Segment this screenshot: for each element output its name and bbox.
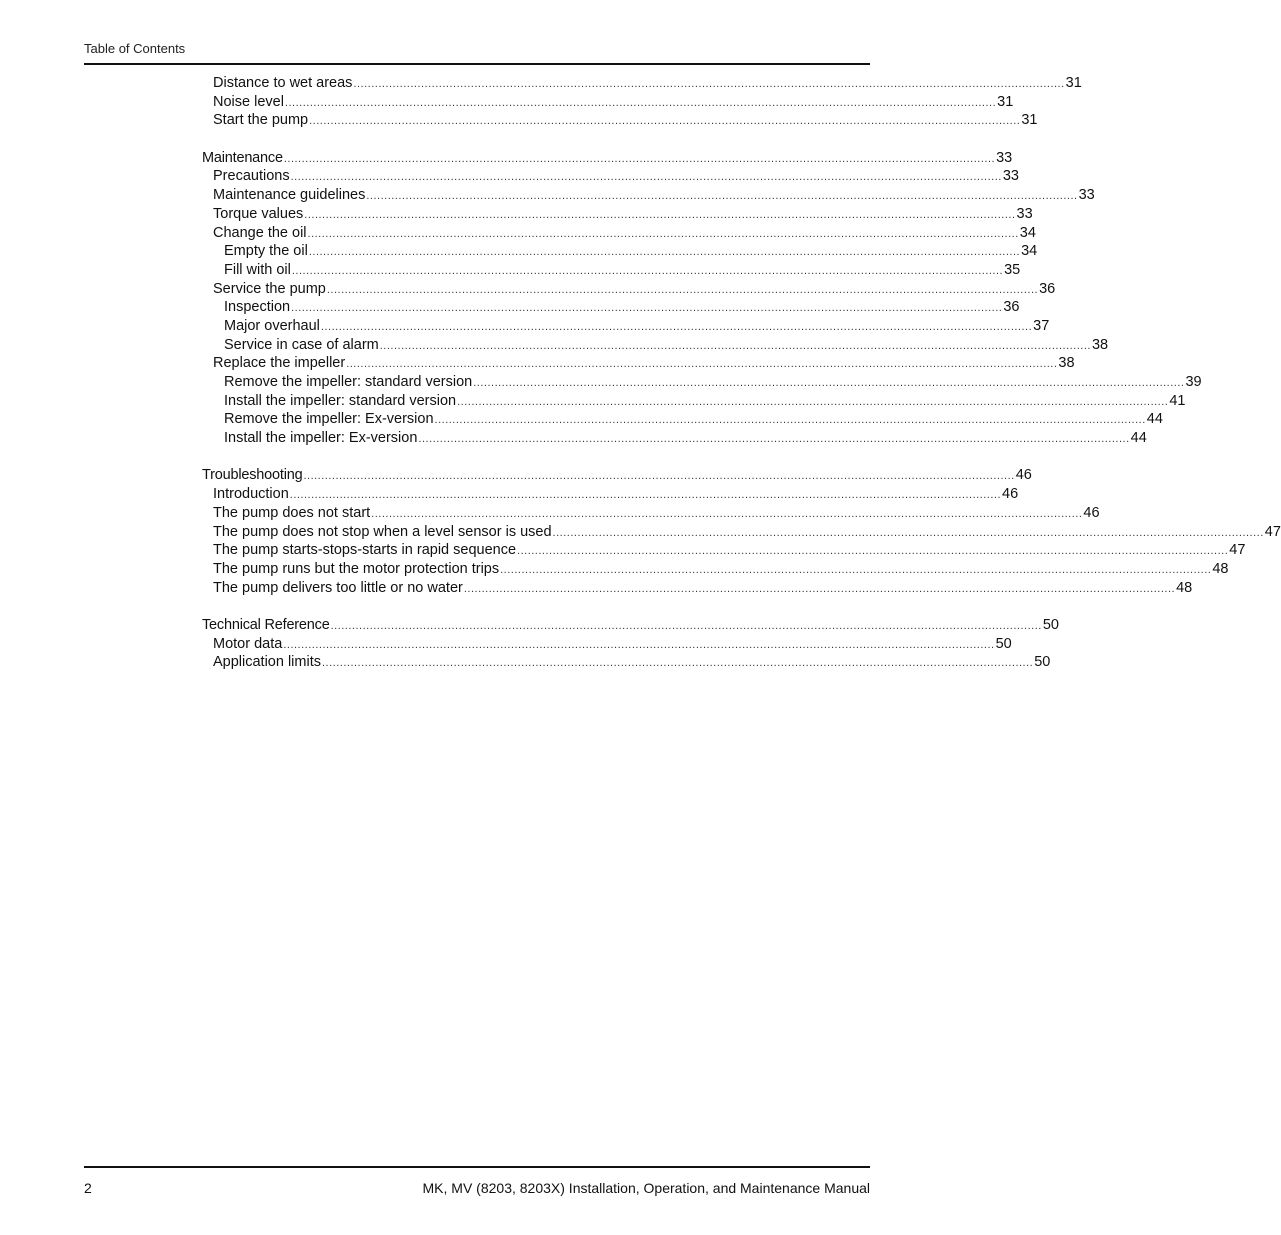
- toc-dot-leader: ........................................................................................................................................................................................................: [353, 78, 1065, 90]
- toc-dot-leader: ........................................................................................................................................................................................................: [283, 638, 995, 651]
- toc-entry[interactable]: [202, 354, 1075, 373]
- toc-entry[interactable]: [202, 111, 1038, 130]
- toc-entry-page: 44: [1130, 430, 1147, 447]
- toc-entry-label: The pump delivers too little or no water: [213, 579, 463, 596]
- toc-dot-leader: ........................................................................................................................................................................................................: [309, 115, 1021, 128]
- toc-entry[interactable]: [202, 74, 1082, 93]
- toc-entry[interactable]: [202, 93, 1014, 112]
- toc-dot-leader: ........................................................................................................................................................................................................: [308, 246, 1021, 259]
- toc-entry-page: 47: [1229, 542, 1246, 559]
- toc-entry[interactable]: [202, 485, 1019, 504]
- toc-entry-label: Torque values: [213, 205, 304, 222]
- toc-dot-leader: ........................................................................................................................................................................................................: [552, 526, 1264, 539]
- toc-entry-page: 33: [996, 149, 1013, 166]
- toc-entry[interactable]: [202, 541, 1246, 560]
- toc-entry[interactable]: [202, 373, 1202, 392]
- toc-entry-page: 48: [1212, 560, 1229, 577]
- toc-entry-page: 46: [1083, 504, 1100, 521]
- toc-dot-leader: ........................................................................................................................................................................................................: [289, 489, 1002, 502]
- toc-dot-leader: ........................................................................................................................................................................................................: [517, 545, 1229, 558]
- toc-entry-label: Technical Reference: [202, 616, 330, 633]
- toc-entry[interactable]: [202, 205, 1033, 224]
- toc-entry[interactable]: [202, 167, 1019, 186]
- toc-entry-page: 31: [1065, 75, 1082, 91]
- table-of-contents: [202, 74, 1281, 672]
- toc-section-entry[interactable]: [202, 149, 1013, 168]
- toc-entry-page: 44: [1146, 411, 1163, 428]
- toc-dot-leader: ........................................................................................................................................................................................................: [473, 377, 1185, 389]
- toc-entry[interactable]: [202, 523, 1281, 542]
- header-title: Table of Contents: [84, 41, 186, 56]
- toc-dot-leader: ........................................................................................................................................................................................................: [291, 302, 1003, 315]
- toc-entry-label: Service in case of alarm: [224, 336, 379, 353]
- toc-entry-label: The pump does not stop when a level sensor is used: [213, 523, 552, 540]
- toc-entry[interactable]: [202, 429, 1147, 448]
- toc-entry-page: 50: [1042, 616, 1059, 633]
- toc-entry-label: Motor data: [213, 635, 283, 652]
- toc-dot-leader: ........................................................................................................................................................................................................: [283, 152, 996, 165]
- footer-divider: [84, 1166, 870, 1168]
- toc-entry-label: Major overhaul: [224, 317, 320, 334]
- toc-entry-page: 47: [1264, 523, 1281, 540]
- toc-entry-page: 46: [1002, 486, 1019, 503]
- header-divider: [84, 63, 870, 65]
- toc-dot-leader: ........................................................................................................................................................................................................: [463, 582, 1176, 595]
- toc-entry-label: Application limits: [213, 654, 321, 671]
- toc-section-entry[interactable]: [202, 466, 1032, 485]
- toc-dot-leader: ........................................................................................................................................................................................................: [434, 414, 1146, 427]
- toc-entry-label: Change the oil: [213, 224, 307, 241]
- toc-entry-page: 33: [1016, 205, 1033, 222]
- toc-entry-label: Maintenance guidelines: [213, 187, 366, 204]
- toc-entry-page: 48: [1176, 579, 1193, 596]
- toc-entry[interactable]: [202, 317, 1050, 336]
- toc-entry-page: 50: [995, 635, 1012, 652]
- toc-dot-leader: ........................................................................................................................................................................................................: [284, 96, 997, 109]
- toc-dot-leader: ........................................................................................................................................................................................................: [291, 264, 1004, 277]
- toc-entry-label: Replace the impeller: [213, 355, 346, 372]
- toc-entry-page: 31: [1021, 112, 1038, 129]
- toc-entry[interactable]: [202, 280, 1056, 299]
- toc-entry-page: 36: [1003, 299, 1020, 316]
- toc-dot-leader: ........................................................................................................................................................................................................: [304, 208, 1016, 221]
- toc-dot-leader: ........................................................................................................................................................................................................: [418, 433, 1130, 446]
- toc-entry-page: 34: [1019, 224, 1036, 241]
- toc-entry-label: Start the pump: [213, 112, 309, 129]
- toc-dot-leader: ........................................................................................................................................................................................................: [303, 470, 1015, 483]
- toc-section-entry[interactable]: [202, 616, 1059, 635]
- toc-dot-leader: ........................................................................................................................................................................................................: [366, 190, 1078, 203]
- toc-entry[interactable]: [202, 579, 1193, 598]
- toc-entry-page: 33: [1002, 168, 1019, 185]
- toc-entry[interactable]: [202, 653, 1051, 672]
- toc-entry-label: Service the pump: [213, 280, 326, 297]
- toc-entry-page: 34: [1021, 243, 1038, 260]
- toc-entry-page: 38: [1091, 336, 1109, 353]
- toc-entry[interactable]: [202, 410, 1163, 429]
- toc-entry-page: 46: [1015, 467, 1032, 484]
- toc-entry-page: 38: [1058, 355, 1075, 372]
- toc-dot-leader: ........................................................................................................................................................................................................: [371, 507, 1083, 520]
- toc-dot-leader: ........................................................................................................................................................................................................: [322, 657, 1034, 670]
- toc-entry[interactable]: [202, 392, 1186, 411]
- toc-dot-leader: ........................................................................................................................................................................................................: [379, 339, 1091, 352]
- toc-dot-leader: ........................................................................................................................................................................................................: [457, 395, 1169, 408]
- toc-entry-label: Introduction: [213, 486, 289, 503]
- toc-entry-page: 37: [1033, 317, 1050, 334]
- toc-entry[interactable]: [202, 635, 1012, 654]
- toc-entry-label: Inspection: [224, 299, 291, 316]
- toc-entry-label: Remove the impeller: Ex-version: [224, 411, 434, 428]
- toc-entry-label: The pump runs but the motor protection trips: [213, 560, 500, 577]
- toc-dot-leader: ........................................................................................................................................................................................................: [346, 358, 1058, 371]
- toc-entry-label: Maintenance: [202, 149, 283, 166]
- toc-dot-leader: ........................................................................................................................................................................................................: [307, 227, 1019, 240]
- toc-entry-page: 50: [1034, 654, 1051, 671]
- toc-entry[interactable]: [202, 560, 1229, 579]
- toc-entry-label: Remove the impeller: standard version: [224, 374, 473, 390]
- toc-entry-label: Distance to wet areas: [213, 75, 353, 91]
- toc-entry[interactable]: [202, 242, 1038, 261]
- toc-entry[interactable]: [202, 261, 1021, 280]
- toc-entry[interactable]: [202, 298, 1020, 317]
- toc-dot-leader: ........................................................................................................................................................................................................: [290, 171, 1002, 184]
- toc-entry[interactable]: [202, 504, 1100, 523]
- toc-dot-leader: ........................................................................................................................................................................................................: [326, 283, 1039, 296]
- toc-entry-label: The pump starts-stops-starts in rapid sequence: [213, 542, 517, 559]
- toc-entry-label: Fill with oil: [224, 261, 291, 278]
- footer-page-number: 2: [84, 1180, 92, 1196]
- toc-entry[interactable]: [202, 224, 1036, 243]
- toc-entry[interactable]: [202, 336, 1109, 355]
- toc-dot-leader: ........................................................................................................................................................................................................: [500, 563, 1212, 576]
- toc-entry-label: Install the impeller: standard version: [224, 392, 457, 409]
- toc-entry-page: 36: [1039, 280, 1056, 297]
- toc-entry-label: The pump does not start: [213, 504, 371, 521]
- toc-entry-page: 39: [1185, 374, 1202, 390]
- toc-entry-label: Empty the oil: [224, 243, 308, 260]
- toc-entry[interactable]: [202, 186, 1095, 205]
- toc-entry-page: 35: [1004, 261, 1021, 278]
- footer-document-title: MK, MV (8203, 8203X) Installation, Operation, and Maintenance Manual: [422, 1180, 870, 1196]
- toc-entry-label: Troubleshooting: [202, 467, 303, 484]
- toc-dot-leader: ........................................................................................................................................................................................................: [320, 320, 1033, 333]
- toc-entry-page: 33: [1078, 187, 1095, 204]
- toc-entry-label: Install the impeller: Ex-version: [224, 430, 418, 447]
- toc-entry-label: Precautions: [213, 168, 290, 185]
- toc-entry-label: Noise level: [213, 93, 284, 110]
- toc-entry-page: 41: [1169, 392, 1186, 409]
- toc-entry-page: 31: [997, 93, 1014, 110]
- toc-dot-leader: ........................................................................................................................................................................................................: [330, 619, 1042, 632]
